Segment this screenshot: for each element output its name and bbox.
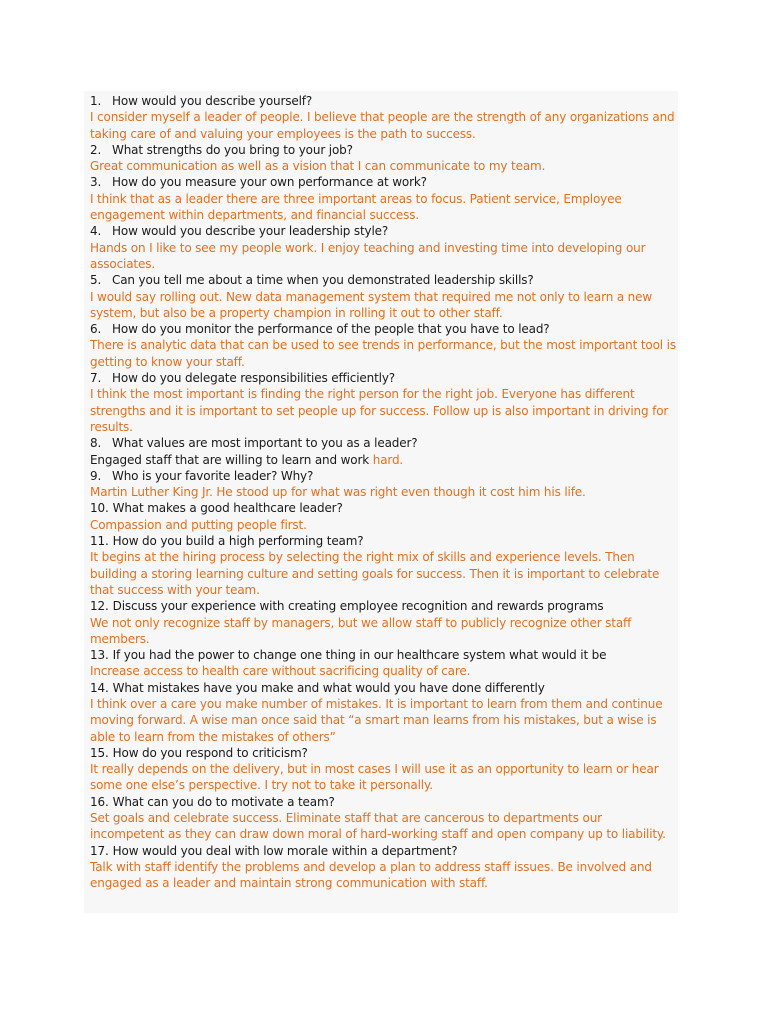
qa-item-11: [84, 533, 678, 598]
question-12: 12. Discuss your experience with creating employee recognition and rewards programs: [90, 599, 604, 614]
answer-8-plain: Engaged staff that are willing to learn and work: [90, 452, 373, 467]
question-10: 10. What makes a good healthcare leader?: [90, 501, 343, 516]
question-9: 9. Who is your favorite leader? Why?: [90, 468, 314, 483]
qa-item-8: [84, 435, 678, 468]
qa-item-14: [84, 680, 678, 745]
qa-item-7: [84, 370, 678, 435]
qa-item-16: [84, 794, 678, 843]
question-5: 5. Can you tell me about a time when you demonstrated leadership skills?: [90, 273, 534, 288]
answer-5: I would say rolling out. New data management system that required me not only to learn a new system, but also be a property champion in rolling it out to other staff.: [90, 289, 653, 320]
qa-item-13: [84, 647, 678, 680]
qa-item-9: [84, 468, 678, 501]
qa-item-1: [84, 93, 678, 142]
answer-4: Hands on I like to see my people work. I enjoy teaching and investing time into developing our associates.: [90, 240, 646, 271]
answer-9: Martin Luther King Jr. He stood up for what was right even though it cost him his life.: [90, 485, 586, 500]
answer-1: I consider myself a leader of people. I believe that people are the strength of any organizations and taking care of and valuing your employees is the path to success.: [90, 110, 675, 141]
answer-8-accent: hard.: [372, 452, 404, 467]
question-14: 14. What mistakes have you make and what would you have done differently: [90, 680, 545, 695]
answer-8: [90, 452, 678, 468]
question-2: 2. What strengths do you bring to your job?: [90, 142, 353, 157]
qa-item-17: [84, 843, 678, 892]
question-7: 7. How do you delegate responsibilities efficiently?: [90, 371, 396, 386]
question-13: 13. If you had the power to change one thing in our healthcare system what would it be: [90, 648, 607, 663]
answer-7: I think the most important is finding the right person for the right job. Everyone has different strengths and it is important to set people up for success. Follow up is also important in driving for results.: [90, 387, 669, 434]
question-8: 8. What values are most important to you as a leader?: [90, 436, 418, 451]
answer-3: I think that as a leader there are three important areas to focus. Patient service, Employee engagement within departments, and financial success.: [90, 191, 622, 223]
answer-12: We not only recognize staff by managers, but we allow staff to publicly recognize other staff members.: [90, 615, 632, 646]
qa-item-10: [84, 500, 678, 533]
question-3: 3. How do you measure your own performance at work?: [90, 175, 427, 190]
answer-6: There is analytic data that can be used to see trends in performance, but the most important tool is getting to know your staff.: [90, 338, 676, 369]
question-6: 6. How do you monitor the performance of the people that you have to lead?: [90, 322, 550, 337]
question-17: 17. How would you deal with low morale within a department?: [90, 843, 458, 858]
qa-item-4: [84, 223, 678, 272]
question-16: 16. What can you do to motivate a team?: [90, 794, 335, 809]
answer-11: It begins at the hiring process by selecting the right mix of skills and experience levels. Then building a storing learning culture and setting goals for success. Then it is important to celebrate that success with your team.: [90, 550, 660, 597]
answer-17: Talk with staff identify the problems and develop a plan to address staff issues. Be involved and engaged as a leader and maintain strong communication with staff.: [90, 859, 652, 891]
qa-item-5: [84, 272, 678, 321]
question-11: 11. How do you build a high performing team?: [90, 534, 364, 549]
question-1: 1. How would you describe yourself?: [90, 94, 313, 108]
answer-13: Increase access to health care without sacrificing quality of care.: [90, 664, 471, 679]
answer-2: Great communication as well as a vision that I can communicate to my team.: [90, 159, 546, 174]
answer-15: It really depends on the delivery, but in most cases I will use it as an opportunity to learn or hear some one else’s perspective. I try not to take it personally.: [90, 762, 659, 793]
qa-item-12: [84, 598, 678, 647]
qa-item-15: [84, 745, 678, 794]
qa-item-3: [84, 174, 678, 223]
document-page: [84, 91, 678, 913]
answer-14: I think over a care you make number of mistakes. It is important to learn from them and continue moving forward. A wise man once said that “a smart man learns from his mistakes, but a wise is able to learn from the mistakes of others”: [90, 696, 663, 744]
question-15: 15. How do you respond to criticism?: [90, 745, 308, 760]
qa-item-6: [84, 321, 678, 370]
answer-16: Set goals and celebrate success. Eliminate staff that are cancerous to departments our incompetent as they can draw down moral of hard-working staff and open company up to liability.: [90, 811, 666, 842]
answer-10: Compassion and putting people first.: [90, 517, 307, 532]
qa-item-2: [84, 142, 678, 175]
question-4: 4. How would you describe your leadership style?: [90, 224, 389, 239]
